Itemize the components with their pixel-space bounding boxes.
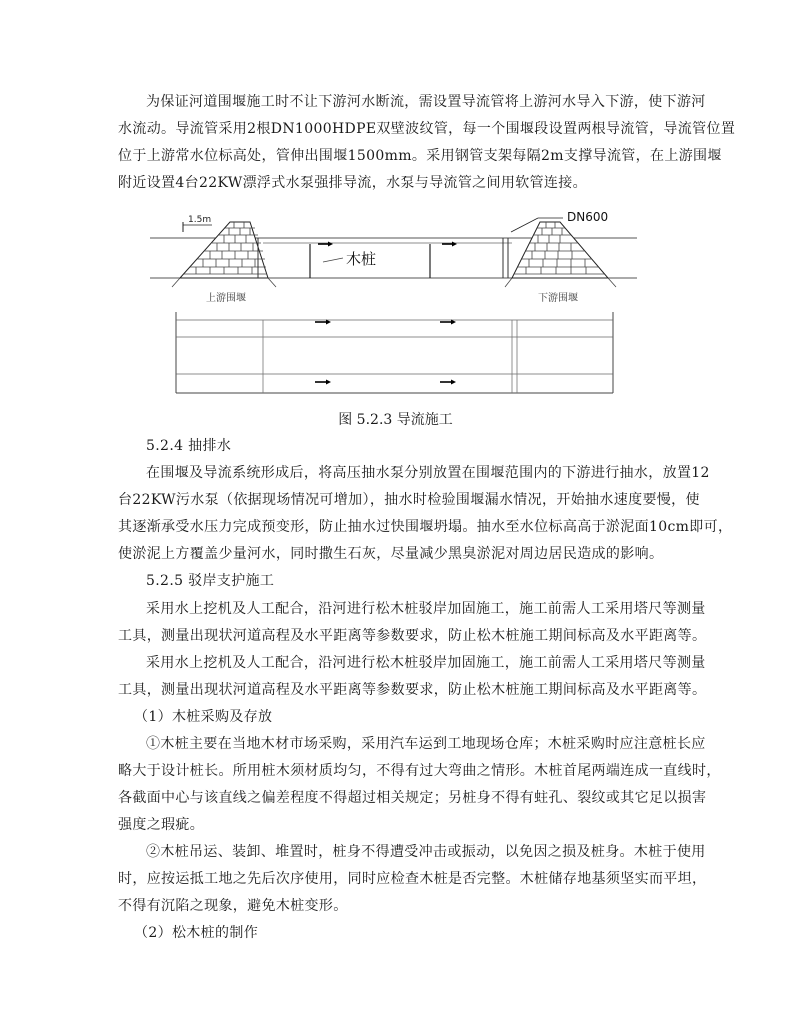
upstream-cofferdam: [172, 222, 276, 287]
dimension-label: 1.5m: [188, 215, 212, 225]
section-524-heading: 5.2.4 抽排水: [146, 438, 232, 454]
downstream-cofferdam: [505, 222, 616, 287]
section-524-line-3: 其逐渐承受水压力完成预变形，防止抽水过快围堰坍塌。抽水至水位标高高于淤泥面10cm即可，: [118, 519, 733, 535]
section-524-line-2: 台22KW污水泵（依据现场情况可增加），抽水时检验围堰漏水情况，开始抽水速度要慢，使: [118, 492, 700, 508]
para1-line-3: 位于上游常水位标高处，管伸出围堰1500mm。采用钢管支架每隔2m支撑导流管，在上游围堰: [118, 148, 722, 164]
para1-line-4: 附近设置4台22KW漂浮式水泵强排导流，水泵与导流管之间用软管连接。: [118, 175, 587, 191]
item1-line-4: 强度之瑕疵。: [118, 817, 205, 833]
section-525-p1-line-1: 采用水上挖机及人工配合，沿河进行松木桩驳岸加固施工，施工前需人工采用塔尺等测量: [146, 601, 706, 617]
subsection-2-heading: （2）松木桩的制作: [134, 925, 259, 941]
section-524-line-1: 在围堰及导流系统形成后，将高压抽水泵分别放置在围堰范围内的下游进行抽水，放置12: [146, 465, 710, 481]
para1-line-1: 为保证河道围堰施工时不让下游河水断流，需设置导流管将上游河水导入下游，使下游河: [146, 94, 706, 110]
section-525-p1-line-2: 工具，测量出现状河道高程及水平距离等参数要求，防止松木桩施工期间标高及水平距离等。: [118, 628, 707, 644]
section-525-p2-line-2: 工具，测量出现状河道高程及水平距离等参数要求，防止松木桩施工期间标高及水平距离等。: [118, 682, 707, 698]
para1-line-2: 水流动。导流管采用2根DN1000HDPE双壁波纹管，每一个围堰段设置两根导流管，导流管位置: [118, 121, 736, 137]
downstream-cofferdam-label: 下游围堰: [538, 293, 578, 304]
figure-caption: 图 5.2.3 导流施工: [338, 412, 453, 428]
plan-view: [176, 312, 613, 393]
item1-line-1: ①木桩主要在当地木材市场采购，采用汽车运到工地现场仓库；木桩采购时应注意桩长应: [146, 736, 706, 752]
subsection-1-heading: （1）木桩采购及存放: [134, 709, 273, 725]
wood-pile-label: 木桩: [346, 250, 377, 268]
item2-line-3: 不得有沉陷之现象，避免木桩变形。: [118, 898, 348, 914]
item2-line-2: 时，应按运抵工地之先后次序使用，同时应检查木桩是否完整。木桩储存地基须坚实而平坦，: [118, 871, 707, 887]
section-524-line-4: 使淤泥上方覆盖少量河水，同时撒生石灰，尽量减少黑臭淤泥对周边居民造成的影响。: [118, 546, 664, 562]
item2-line-1: ②木桩吊运、装卸、堆置时，桩身不得遭受冲击或振动，以免因之损及桩身。木桩于使用: [146, 844, 706, 860]
pipe-size-label: DN600: [567, 210, 609, 224]
upstream-cofferdam-label: 上游围堰: [206, 293, 246, 304]
section-525-heading: 5.2.5 驳岸支护施工: [146, 573, 275, 589]
item1-line-2: 略大于设计桩长。所用桩木须材质均匀，不得有过大弯曲之情形。木桩首尾两端连成一直线时，: [118, 763, 721, 779]
section-525-p2-line-1: 采用水上挖机及人工配合，沿河进行松木桩驳岸加固施工，施工前需人工采用塔尺等测量: [146, 655, 706, 671]
item1-line-3: 各截面中心与该直线之偏差程度不得超过相关规定；另桩身不得有蛀孔、裂纹或其它足以损害: [118, 790, 707, 806]
